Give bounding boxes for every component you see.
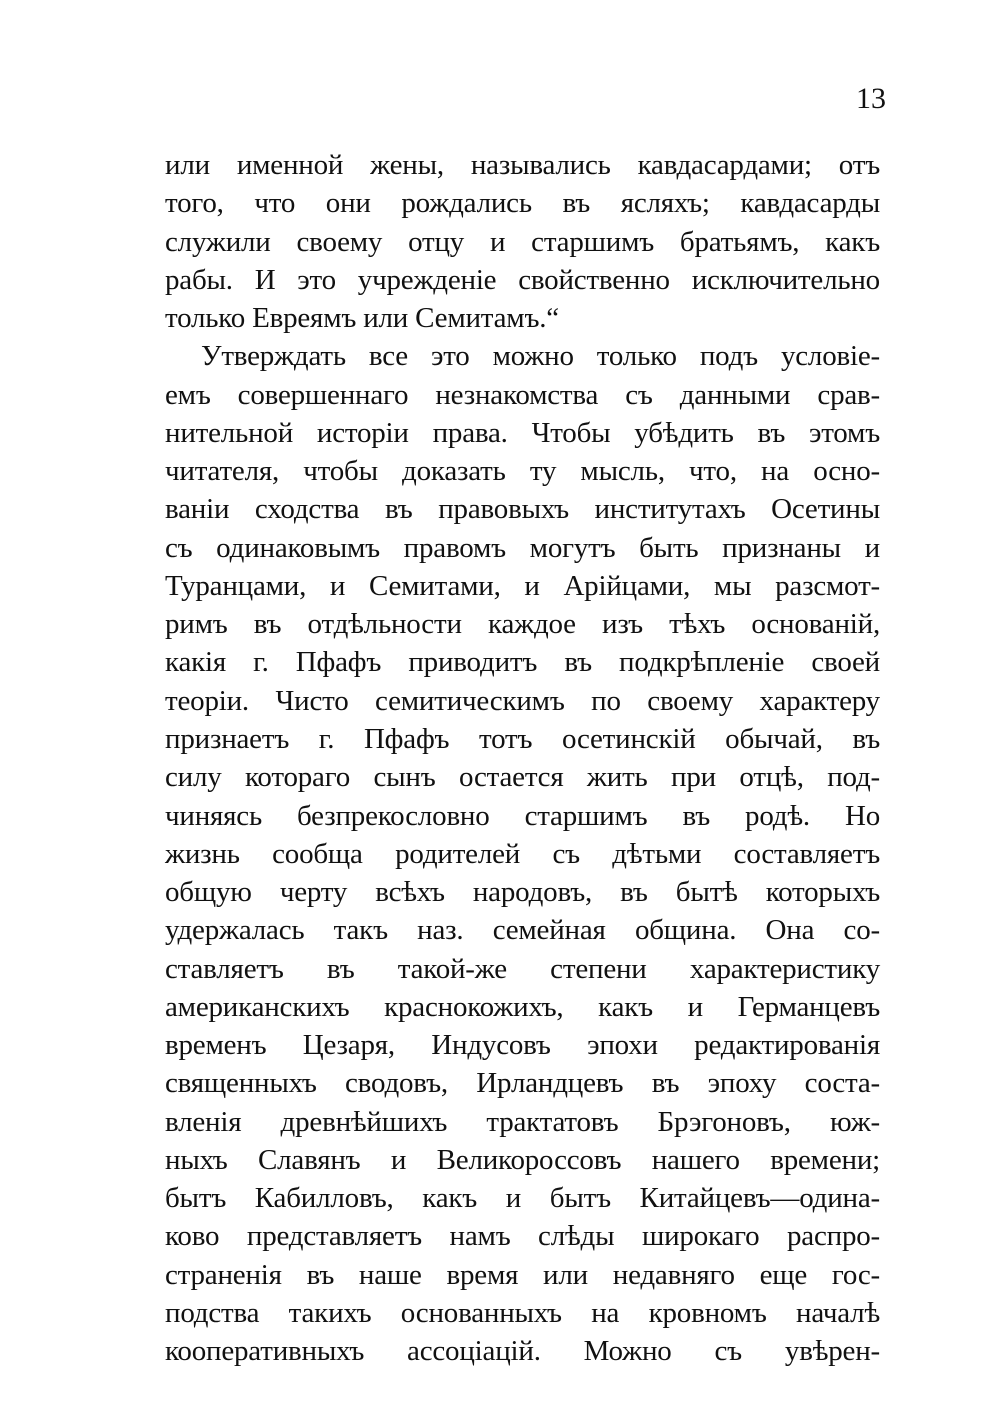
text-line: какія г. Пфафъ приводитъ въ подкрѣпленіе своей — [165, 646, 880, 679]
text-line: или именной жены, назывались кавдасардами; отъ — [165, 149, 880, 181]
text-line: ставляетъ въ такой-же степени характеристику — [165, 952, 880, 985]
text-line: емъ совершеннаго незнакомства съ данными срав- — [165, 378, 880, 411]
text-line: американскихъ краснокожихъ, какъ и Германцевъ — [165, 990, 880, 1023]
text-line: страненія въ наше время или недавняго еще гос- — [165, 1258, 880, 1291]
text-line: того, что они рождались въ ясляхъ; кавдасарды — [165, 187, 880, 220]
text-line: удержалась такъ наз. семейная община. Она со- — [165, 914, 880, 947]
text-line: читателя, чтобы доказать ту мысль, что, на осно- — [165, 455, 880, 488]
text-line: ныхъ Славянъ и Великороссовъ нашего времени; — [165, 1143, 880, 1176]
text-line: кооперативныхъ ассоціацій. Можно съ увѣрен- — [165, 1335, 880, 1368]
text-line: жизнь сообща родителей съ дѣтьми составляетъ — [165, 837, 880, 870]
text-line: бытъ Кабилловъ, какъ и бытъ Китайцевъ—одина- — [165, 1182, 880, 1215]
text-line: вленія древнѣйшихъ трактатовъ Брэгоновъ, юж- — [165, 1105, 880, 1138]
text-line: временъ Цезаря, Индусовъ эпохи редактированія — [165, 1029, 880, 1062]
text-line: служили своему отцу и старшимъ братьямъ, какъ — [165, 225, 880, 258]
text-line: силу котораго сынъ остается жить при отцѣ, под- — [165, 761, 880, 794]
text-line: Туранцами, и Семитами, и Арійцами, мы разсмот- — [165, 569, 880, 602]
text-line: признаетъ г. Пфафъ тотъ осетинскій обычай, въ — [165, 722, 880, 755]
text-line: только Евреямъ или Семитамъ.“ — [165, 302, 559, 335]
text-line: съ одинаковымъ правомъ могутъ быть признаны и — [165, 531, 880, 564]
text-line: теоріи. Чисто семитическимъ по своему характеру — [165, 684, 880, 717]
text-line: ково представляетъ намъ слѣды широкаго распро- — [165, 1220, 880, 1253]
text-line: рабы. И это учрежденіе свойственно исключительно — [165, 263, 880, 296]
text-line: чиняясь безпрекословно старшимъ въ родѣ. Но — [165, 799, 880, 832]
text-line: священныхъ сводовъ, Ирландцевъ въ эпоху соста- — [165, 1067, 880, 1100]
text-line: общую черту всѣхъ народовъ, въ бытѣ которыхъ — [165, 876, 880, 909]
text-line: ваніи сходства въ правовыхъ институтахъ Осетины — [165, 493, 880, 526]
text-line: римъ въ отдѣльности каждое изъ тѣхъ основаній, — [165, 608, 880, 641]
body-text — [165, 146, 880, 1371]
text-line: нительной исторіи права. Чтобы убѣдить въ этомъ — [165, 416, 880, 449]
page-number: 13 — [856, 82, 886, 115]
text-line: Утверждать все это можно только подъ условіе- — [201, 340, 880, 373]
text-line: подства такихъ основанныхъ на кровномъ началѣ — [165, 1296, 880, 1329]
